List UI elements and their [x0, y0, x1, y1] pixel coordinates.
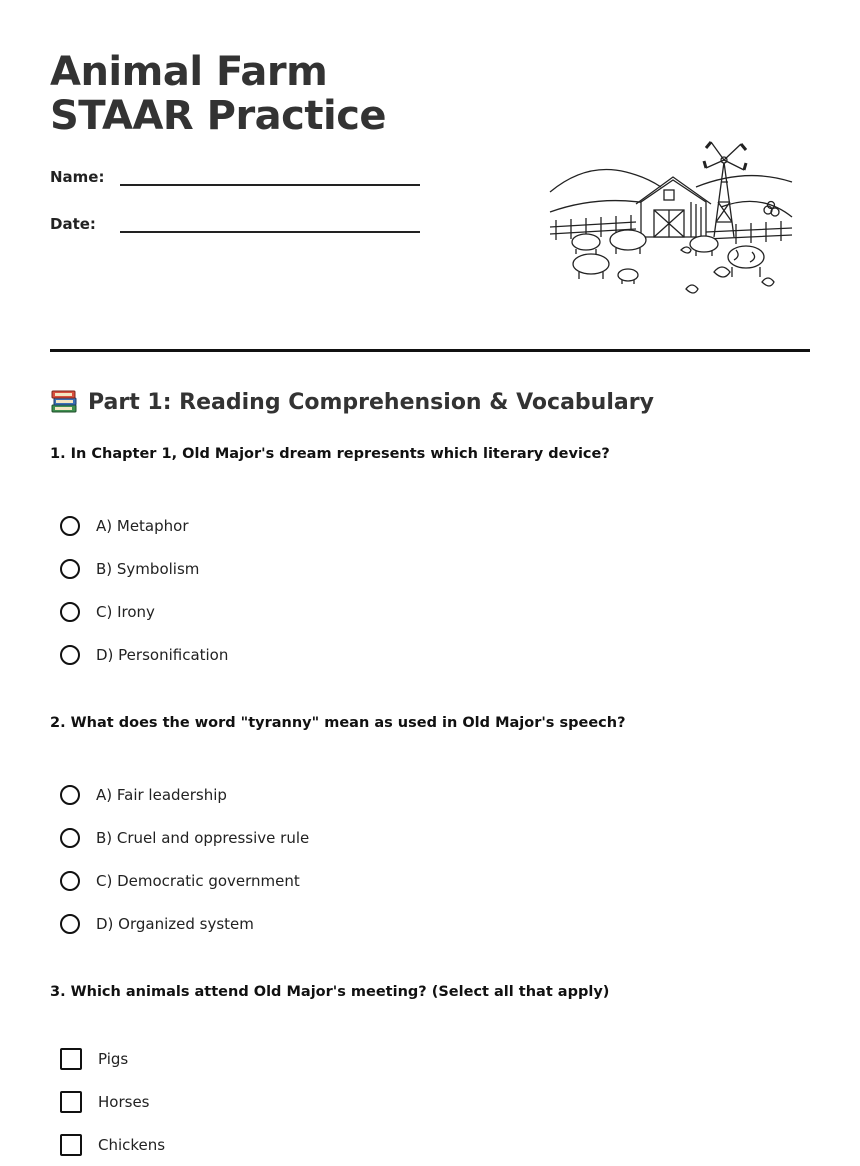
answer-options	[60, 1037, 165, 1166]
date-label: Date:	[50, 215, 96, 233]
radio-button[interactable]	[60, 516, 80, 536]
option-b[interactable]	[60, 816, 309, 859]
checkbox[interactable]	[60, 1134, 82, 1156]
option-c[interactable]	[60, 859, 309, 902]
page-title: Animal Farm STAAR Practice	[50, 49, 387, 139]
question-3	[50, 984, 810, 1154]
question-text: 1. In Chapter 1, Old Major's dream represents which literary device?	[50, 446, 610, 462]
option-chickens[interactable]	[60, 1123, 165, 1166]
option-label: Horses	[98, 1092, 150, 1111]
option-horses[interactable]	[60, 1080, 165, 1123]
option-d[interactable]	[60, 902, 309, 945]
radio-button[interactable]	[60, 602, 80, 622]
checkbox[interactable]	[60, 1091, 82, 1113]
radio-button[interactable]	[60, 828, 80, 848]
option-label: A) Metaphor	[96, 516, 189, 535]
radio-button[interactable]	[60, 785, 80, 805]
radio-button[interactable]	[60, 645, 80, 665]
option-label: Pigs	[98, 1049, 129, 1068]
books-icon	[50, 388, 78, 416]
answer-options	[60, 504, 228, 676]
option-label: C) Democratic government	[96, 871, 300, 890]
worksheet-header	[50, 50, 810, 350]
question-1	[50, 446, 810, 664]
section-header	[50, 388, 810, 416]
header-divider	[50, 349, 810, 352]
option-label: A) Fair leadership	[96, 785, 227, 804]
name-label: Name:	[50, 168, 105, 186]
option-d[interactable]	[60, 633, 228, 676]
question-2	[50, 715, 810, 933]
option-label: B) Symbolism	[96, 559, 200, 578]
question-text: 3. Which animals attend Old Major's meeting? (Select all that apply)	[50, 984, 610, 1000]
section-title-text: Part 1: Reading Comprehension & Vocabulary	[88, 389, 654, 415]
radio-button[interactable]	[60, 914, 80, 934]
option-label: B) Cruel and oppressive rule	[96, 828, 310, 847]
checkbox[interactable]	[60, 1048, 82, 1070]
option-pigs[interactable]	[60, 1037, 165, 1080]
option-label: Chickens	[98, 1135, 166, 1154]
question-text: 2. What does the word "tyranny" mean as used in Old Major's speech?	[50, 715, 626, 731]
radio-button[interactable]	[60, 559, 80, 579]
farm-illustration-icon	[546, 132, 796, 302]
radio-button[interactable]	[60, 871, 80, 891]
option-label: D) Personification	[96, 645, 229, 664]
date-input-line[interactable]	[120, 215, 420, 233]
option-a[interactable]	[60, 504, 228, 547]
answer-options	[60, 773, 309, 945]
option-label: D) Organized system	[96, 914, 254, 933]
name-input-line[interactable]	[120, 168, 420, 186]
option-b[interactable]	[60, 547, 228, 590]
option-a[interactable]	[60, 773, 309, 816]
option-label: C) Irony	[96, 602, 155, 621]
option-c[interactable]	[60, 590, 228, 633]
name-field[interactable]	[50, 168, 420, 186]
date-field[interactable]	[50, 215, 420, 233]
section-title	[50, 388, 810, 416]
